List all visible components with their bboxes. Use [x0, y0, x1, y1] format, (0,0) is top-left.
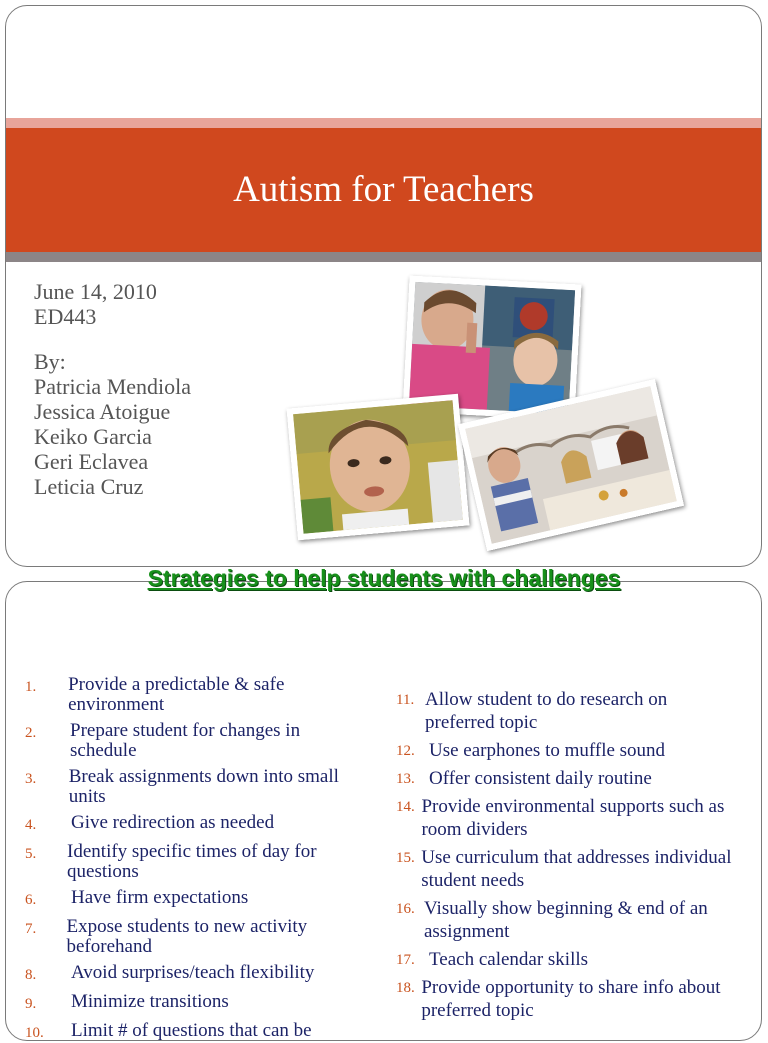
accent-band-light: [6, 118, 761, 128]
list-item: 18. Provide opportunity to share info about preferred topic: [396, 977, 721, 1021]
list-item: 13. Offer consistent daily routine: [396, 768, 652, 789]
list-item: 6. Have firm expectations: [25, 887, 249, 908]
list-item: 14. Provide environmental supports such as room dividers: [396, 796, 725, 840]
list-item: 17. Teach calendar skills: [396, 949, 589, 970]
author-name: Keiko Garcia: [34, 424, 152, 449]
list-item: 12. Use earphones to muffle sound: [396, 740, 666, 761]
title-slide: [5, 5, 762, 567]
list-item: 9. Minimize transitions: [25, 991, 229, 1012]
list-item: 16. Visually show beginning & end of an assignment: [396, 898, 708, 942]
list-item: 2. Prepare student for changes in schedule: [25, 720, 301, 761]
by-label: By:: [34, 349, 66, 374]
author-name: Jessica Atoigue: [34, 399, 171, 424]
presentation-date: June 14, 2010: [34, 279, 157, 304]
author-name: Leticia Cruz: [34, 474, 144, 499]
strategy-list-right: [396, 688, 741, 1022]
list-item: 3. Break assignments down into small units: [25, 766, 339, 807]
list-item: 15. Use curriculum that addresses individual student needs: [396, 847, 732, 891]
list-item: 11. Allow student to do research on preferred topic: [396, 689, 668, 733]
strategies-title: Strategies to help students with challenges: [147, 565, 621, 591]
presentation-info: [34, 279, 191, 499]
list-item: 10. Limit # of questions that can be: [25, 1020, 312, 1041]
slide-title: Autism for Teachers: [233, 169, 534, 210]
list-item: 1. Provide a predictable & safe environment: [25, 674, 285, 715]
strategy-list-left: [25, 675, 365, 1043]
list-item: 5. Identify specific times of day for questions: [25, 841, 317, 882]
list-item: 7. Expose students to new activity beforehand: [25, 916, 308, 957]
course-code: ED443: [34, 304, 97, 329]
author-name: Patricia Mendiola: [34, 374, 192, 399]
author-name: Geri Eclavea: [34, 449, 149, 474]
boy-closeup-photo: [287, 394, 470, 540]
list-item: 4. Give redirection as needed: [25, 812, 275, 833]
accent-band-gray: [6, 252, 761, 262]
list-item: 8. Avoid surprises/teach flexibility: [25, 962, 315, 983]
